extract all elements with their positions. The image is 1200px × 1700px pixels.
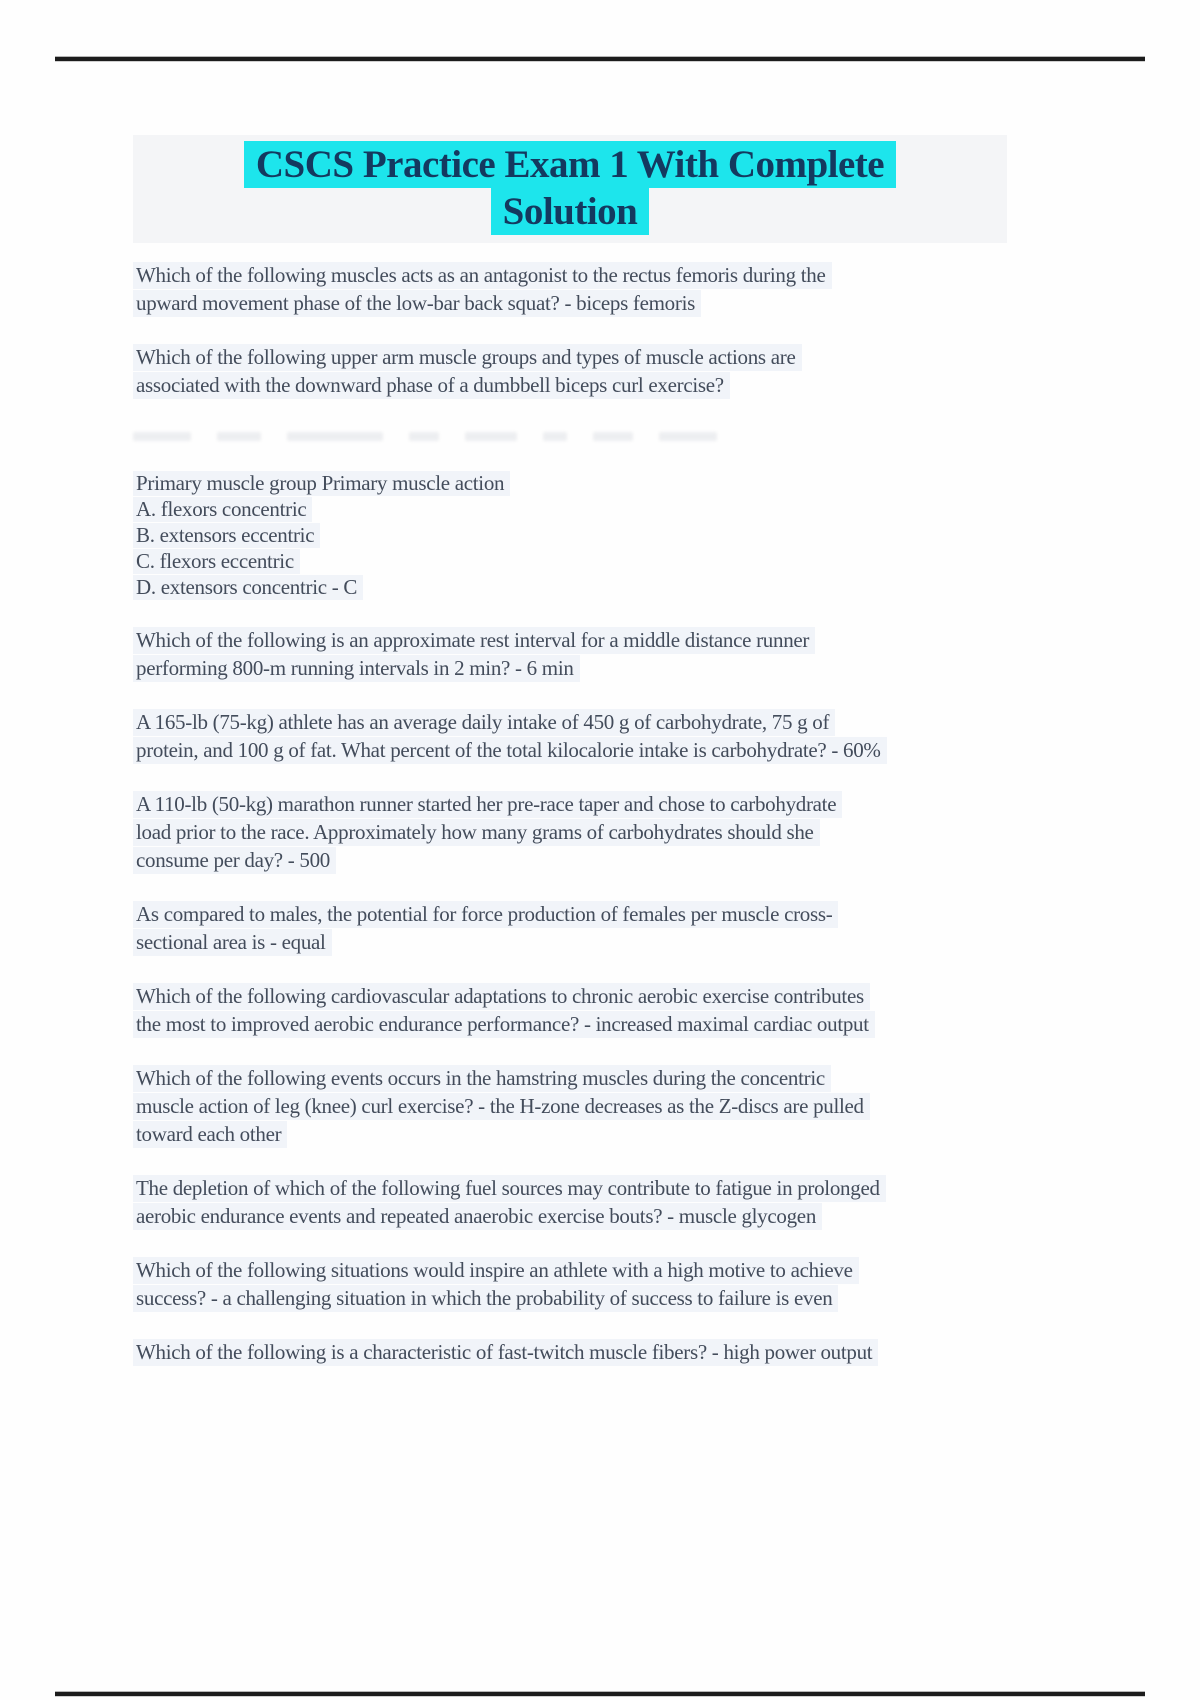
question-line: muscle action of leg (knee) curl exercise? - the H-zone decreases as the Z-discs are pulled [133, 1093, 870, 1120]
question-line: The depletion of which of the following fuel sources may contribute to fatigue in prolonged [133, 1175, 886, 1202]
question-line: Which of the following situations would inspire an athlete with a high motive to achieve [133, 1257, 859, 1284]
top-rule [55, 57, 1145, 61]
document-body [133, 262, 1083, 1393]
question-paragraph-2 [133, 344, 1083, 399]
question-paragraph-6 [133, 901, 1083, 956]
answer-choices-block [133, 471, 1083, 600]
question-paragraph-3 [133, 627, 1083, 682]
question-line: aerobic endurance events and repeated anaerobic exercise bouts? - muscle glycogen [133, 1203, 822, 1230]
question-paragraph-11 [133, 1339, 1083, 1366]
question-paragraph-7 [133, 983, 1083, 1038]
question-line: success? - a challenging situation in which the probability of success to failure is even [133, 1285, 838, 1312]
choice-line-d-answer: D. extensors concentric - C [133, 575, 363, 600]
question-line: toward each other [133, 1121, 287, 1148]
ghost-text-artifact [133, 427, 1083, 441]
page-title-line-1: CSCS Practice Exam 1 With Complete [244, 141, 896, 188]
question-line: protein, and 100 g of fat. What percent of the total kilocalorie intake is carbohydrate? - 60% [133, 737, 887, 764]
question-line: the most to improved aerobic endurance performance? - increased maximal cardiac output [133, 1011, 875, 1038]
question-paragraph-8 [133, 1065, 1083, 1148]
bottom-rule [55, 1692, 1145, 1696]
question-line: Which of the following is an approximate rest interval for a middle distance runner [133, 627, 815, 654]
question-line: consume per day? - 500 [133, 847, 336, 874]
question-line: load prior to the race. Approximately how many grams of carbohydrates should she [133, 819, 820, 846]
question-paragraph-4 [133, 709, 1083, 764]
question-line: As compared to males, the potential for force production of females per muscle cross- [133, 901, 838, 928]
question-paragraph-9 [133, 1175, 1083, 1230]
choices-header-line: Primary muscle group Primary muscle action [133, 471, 510, 496]
choice-line-a: A. flexors concentric [133, 497, 312, 522]
question-line: Which of the following cardiovascular adaptations to chronic aerobic exercise contributes [133, 983, 870, 1010]
page-title-line-2: Solution [491, 188, 650, 235]
question-line: upward movement phase of the low-bar back squat? - biceps femoris [133, 290, 701, 317]
question-line: sectional area is - equal [133, 929, 332, 956]
question-line: Which of the following events occurs in the hamstring muscles during the concentric [133, 1065, 831, 1092]
question-line: A 165-lb (75-kg) athlete has an average daily intake of 450 g of carbohydrate, 75 g of [133, 709, 835, 736]
question-line: Which of the following is a characteristic of fast-twitch muscle fibers? - high power output [133, 1339, 878, 1366]
question-line: Which of the following muscles acts as an antagonist to the rectus femoris during the [133, 262, 832, 289]
choice-line-b: B. extensors eccentric [133, 523, 320, 548]
question-line: A 110-lb (50-kg) marathon runner started her pre-race taper and chose to carbohydrate [133, 791, 842, 818]
question-line: Which of the following upper arm muscle groups and types of muscle actions are [133, 344, 802, 371]
title-box [133, 135, 1007, 243]
question-paragraph-10 [133, 1257, 1083, 1312]
choice-line-c: C. flexors eccentric [133, 549, 300, 574]
question-paragraph-1 [133, 262, 1083, 317]
question-line: performing 800-m running intervals in 2 min? - 6 min [133, 655, 580, 682]
question-paragraph-5 [133, 791, 1083, 874]
question-line: associated with the downward phase of a dumbbell biceps curl exercise? [133, 372, 730, 399]
